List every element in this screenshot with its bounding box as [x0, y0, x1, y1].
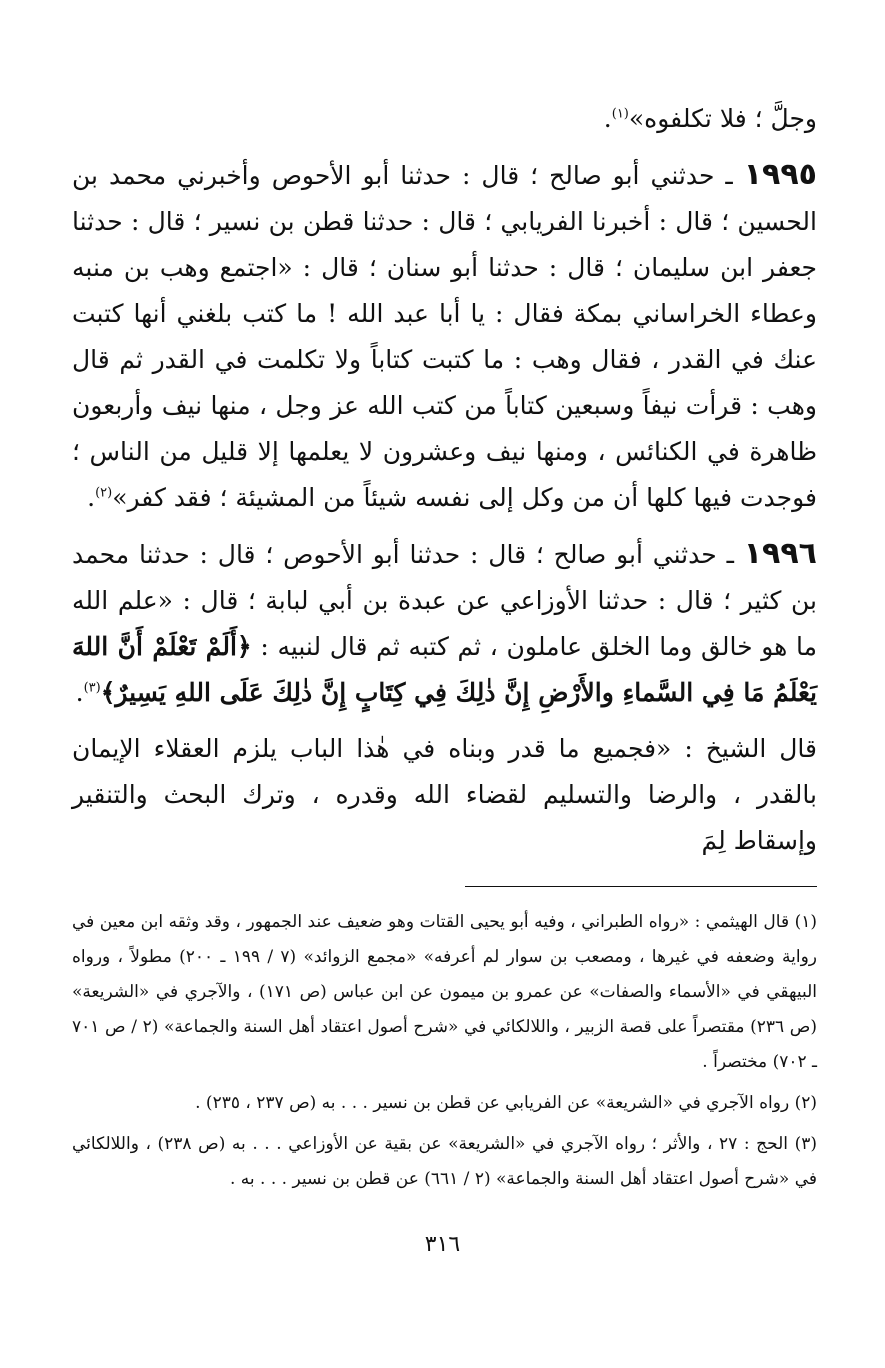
footnote-1: (١) قال الهيثمي : «رواه الطبراني ، وفيه أبو يحيى القتات وهو ضعيف عند الجمهور ، وقد وثقه ابن معين في رواية وضعفه في غيرها ، ومصعب بن سوار لم أعرفه» «مجمع الزوائد» (٧ / ١٩٩ ـ ٢٠٠) مطولاً ، ورواه البيهقي في «الأسماء والصفات» عن عمرو بن ميمون عن ابن عباس (ص ١٧١) ، والآجري في «الشريعة» (ص ٢٣٦) مقتصراً على قصة الزبير ، واللالكائي في «شرح أصول اعتقاد أهل السنة والجماعة» (٢ / ص ٧٠١ ـ ٧٠٢) مختصراً . — [72, 912, 818, 1072]
main-text — [72, 96, 817, 864]
footnote-divider — [465, 886, 817, 887]
hadith-1996 — [72, 531, 817, 716]
hadith-text: ـ حدثني أبو صالح ؛ قال : حدثنا أبو الأحوص ؛ قال : حدثنا محمد بن كثير ؛ قال : حدثنا الأوزاعي عن عبدة بن أبي لبابة ؛ قال : «علم الله ما هو خالق وما الخلق عاملون ، ثم كتبه ثم قال لنبيه : — [72, 540, 817, 661]
sheikh-paragraph: قال الشيخ : «فجميع ما قدر وبناه في هٰذا الباب يلزم العقلاء الإيمان بالقدر ، والرضا والتسليم لقضاء الله وقدره ، وترك البحث والتنقير وإسقاط لِمَ — [72, 734, 817, 855]
hadith-text: ـ حدثني أبو صالح ؛ قال : حدثنا أبو الأحوص وأخبرني محمد بن الحسين ؛ قال : أخبرنا الفريابي ؛ قال : حدثنا قطن بن نسير ؛ قال : حدثنا جعفر ابن سليمان ؛ قال : حدثنا أبو سنان ؛ قال : «اجتمع وهب بن منبه وعطاء الخراساني بمكة فقال : يا أبا عبد الله ! ما كتب بلغني أنها كتبت عنك في القدر ، فقال وهب : ما كتبت كتاباً ولا تكلمت في القدر ثم قال وهب : قرأت نيفاً وسبعين كتاباً من كتب الله عز وجل ، منها نيف وأربعون ظاهرة في الكنائس ، ومنها نيف وعشرون لا يعلمها إلا قليل من الناس ؛ فوجدت فيها كلها أن من وكل إلى نفسه شيئاً من المشيئة ؛ فقد كفر» — [72, 161, 817, 512]
footnote-ref: (٣) — [83, 680, 101, 696]
page-number: ٣١٦ — [424, 1232, 461, 1257]
hadith-1995 — [72, 152, 817, 521]
sentence-end: . — [603, 104, 612, 133]
continuation-paragraph — [72, 96, 817, 142]
quran-verse: ﴿أَلَمْ تَعْلَمْ أَنَّ اللهَ يَعْلَمُ مَا فِي السَّماءِ والأَرْضِ إِنَّ ذٰلِكَ فِي كِتَابٍ إِنَّ ذٰلِكَ عَلَى اللهِ يَسِيرٌ﴾ — [72, 632, 817, 707]
footnote-ref: (١) — [611, 106, 629, 122]
continuation-text: وجلَّ ؛ فلا تكلفوه» — [628, 104, 817, 133]
footnotes — [72, 905, 817, 1197]
footnote-3: (٣) الحج : ٢٧ ، والأثر ؛ رواه الآجري في «الشريعة» عن بقية عن الأوزاعي . . . به (ص ٢٣٨) ، واللالكائي في «شرح أصول اعتقاد أهل السنة والجماعة» (٢ / ٦٦١) عن قطن بن نسير . . . به . — [72, 1134, 818, 1189]
hadith-number: ١٩٩٦ — [743, 536, 817, 571]
footnote-2: (٢) رواه الآجري في «الشريعة» عن الفريابي عن قطن بن نسير . . . به (ص ٢٣٧ ، ٢٣٥) . — [195, 1093, 817, 1113]
sentence-end: . — [87, 483, 96, 512]
footnote-ref: (٢) — [95, 485, 113, 501]
sentence-end: . — [75, 678, 84, 707]
hadith-number: ١٩٩٥ — [743, 157, 817, 192]
